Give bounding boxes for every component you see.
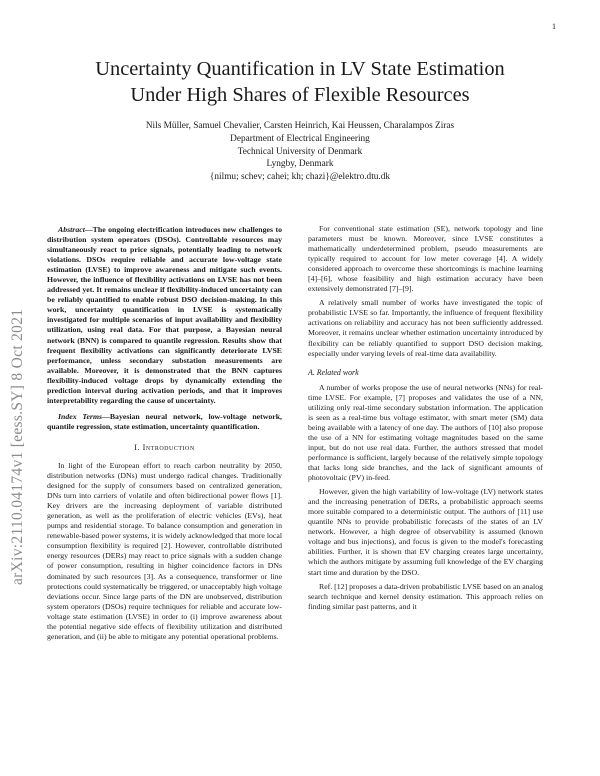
intro-paragraph: In light of the European effort to reach carbon neutrality by 2050, distribution networks (DNs) must undergo radical changes. Traditionally designed for the supply of consumers based on centralized generation, DNs turn into carriers of volatile and often bidirectional power flows [1]. Key drivers are the increasing deployment of variable distributed generation, as well as the proliferation of electric vehicles (EVs), heat pumps and residential storage. To balance consumption and generation in renewable-based power systems, it is widely acknowledged that more local consumption flexibility is required [2]. However, controllable distributed energy resources (DERs) may react to price signals with a sudden change of power consumption, resulting in higher coincidence factors in DNs dominated by such resources [3]. As a consequence, transformer or line protections could systematically be triggered, or unacceptably high voltage deviations occur. Since large parts of the DN are unobserved, distribution system operators (DSOs) require techniques for reliable and accurate low-voltage state estimation (LVSE) in order to (i) improve awareness about the potential negative side effects of flexibility utilization and distributed generation, and (ii) be able to mitigate any potential operational problems. (47, 460, 282, 641)
arxiv-identifier-stamp: arXiv:2110.04174v1 [eess.SY] 8 Oct 2021 (9, 308, 26, 585)
abstract-dash: — (84, 225, 93, 234)
abstract-body: The ongoing electrification introduces new challenges to distribution system operators (DSOs). Controllable resources may simultaneously react to price signals, potentially leading to network violations. DSOs require reliable and accurate low-voltage state estimation (LVSE) to improve awareness and mitigate such events. However, the influence of flexibility activations on LVSE has not been addressed yet. It remains unclear if flexibility-induced uncertainty can be reliably quantified to enable robust DSO decision-making. In this work, uncertainty quantification in LVSE is systematically investigated for multiple scenarios of input availability and flexibility utilization, using real data. For that purpose, a Bayesian neural network (BNN) is compared to quantile regression. Results show that frequent flexibility activations can significantly deteriorate LVSE performance, unless secondary substation measurements are available. Moreover, it is demonstrated that the BNN captures flexibility-induced voltage drops by dynamically extending the prediction interval during activation periods, and that it improves interpretability regarding the cause of uncertainty. (47, 225, 282, 405)
section-heading-introduction: I. Introduction (134, 442, 195, 452)
author-block (40, 120, 560, 184)
author-list: Nils Müller, Samuel Chevalier, Carsten Heinrich, Kai Heussen, Charalampos Ziras (145, 121, 455, 131)
paper-title-line-2: Under High Shares of Flexible Resources (130, 84, 470, 106)
page-number: 1 (552, 22, 556, 31)
body-paragraph: A relatively small number of works have investigated the topic of probabilistic LVSE so far. Importantly, the influence of frequent flexibility activations on reliability and accuracy has not been sufficiently addressed. Moreover, it remains unclear whether estimation uncertainty introduced by flexibility can be reliably quantified to support DSO decision making, especially under varying levels of real-time data availability. (308, 298, 543, 358)
subsection-heading-related-work: A. Related work (308, 367, 359, 377)
index-terms (47, 412, 282, 432)
related-work-paragraph: However, given the high variability of low-voltage (LV) network states and the increasing penetration of DERs, a probabilistic approach seems more suitable compared to a deterministic output. The authors of [11] use quantile NNs to provide probabilistic forecasts of the states of an LV network. However, a high degree of observability is assumed (known voltage and bus injections), and focus is given to the model's forecasting abilities. Further, it is shown that EV charging creates large uncertainty, which the authors mitigate by assuming full knowledge of the EV charging start time and duration by the DSO. (308, 487, 543, 577)
body-paragraph: For conventional state estimation (SE), network topology and line parameters must be known. Moreover, since LVSE constitutes a mathematically underdetermined problem, pseudo measurements are typically required to account for low meter coverage [4]. A widely considered approach to overcome these shortcomings is machine learning [4]–[6], whose feasibility and high estimation accuracy have been extensively demonstrated [7]–[9]. (308, 224, 543, 294)
affiliation-university: Technical University of Denmark (237, 146, 363, 157)
abstract (47, 225, 282, 406)
affiliation-department: Department of Electrical Engineering (230, 133, 370, 144)
abstract-label: Abstract (58, 225, 85, 234)
right-column (308, 224, 543, 616)
related-work-paragraph: Ref. [12] proposes a data-driven probabilistic LVSE based on an analog search technique and kernel density estimation. This approach relies on finding similar past patterns, and it (308, 581, 543, 611)
paper-header (40, 56, 560, 184)
affiliation-city: Lyngby, Denmark (266, 159, 334, 170)
paper-title-line-1: Uncertainty Quantification in LV State Estimation (95, 58, 505, 80)
index-terms-label: Index Terms (58, 411, 103, 421)
related-work-paragraph: A number of works propose the use of neural networks (NNs) for real-time LVSE. For example, [7] proposes and validates the use of a NN, utilizing only real-time secondary substation information. The application is seen as a real-time bus voltage estimator, with smart meter (SM) data being available with a latency of one day. The authors of [10] also propose the use of a NN for estimating voltage magnitudes based on the same input, but do not use real data. Further, the authors stressed that model performance is sufficient, largely because of the relatively simple topology that lacks long side branches, and the lack of significant amounts of photovoltaic (PV) in-feed. (308, 382, 543, 483)
author-email: {nilmu; schev; cahei; kh; chazi}@elektro.dtu.dk (209, 172, 391, 183)
index-terms-dash: — (102, 411, 110, 421)
left-column (47, 225, 282, 646)
index-terms-body: Bayesian neural network, low-voltage network, quantile regression, state estimation, uncertainty quantification. (47, 411, 283, 431)
